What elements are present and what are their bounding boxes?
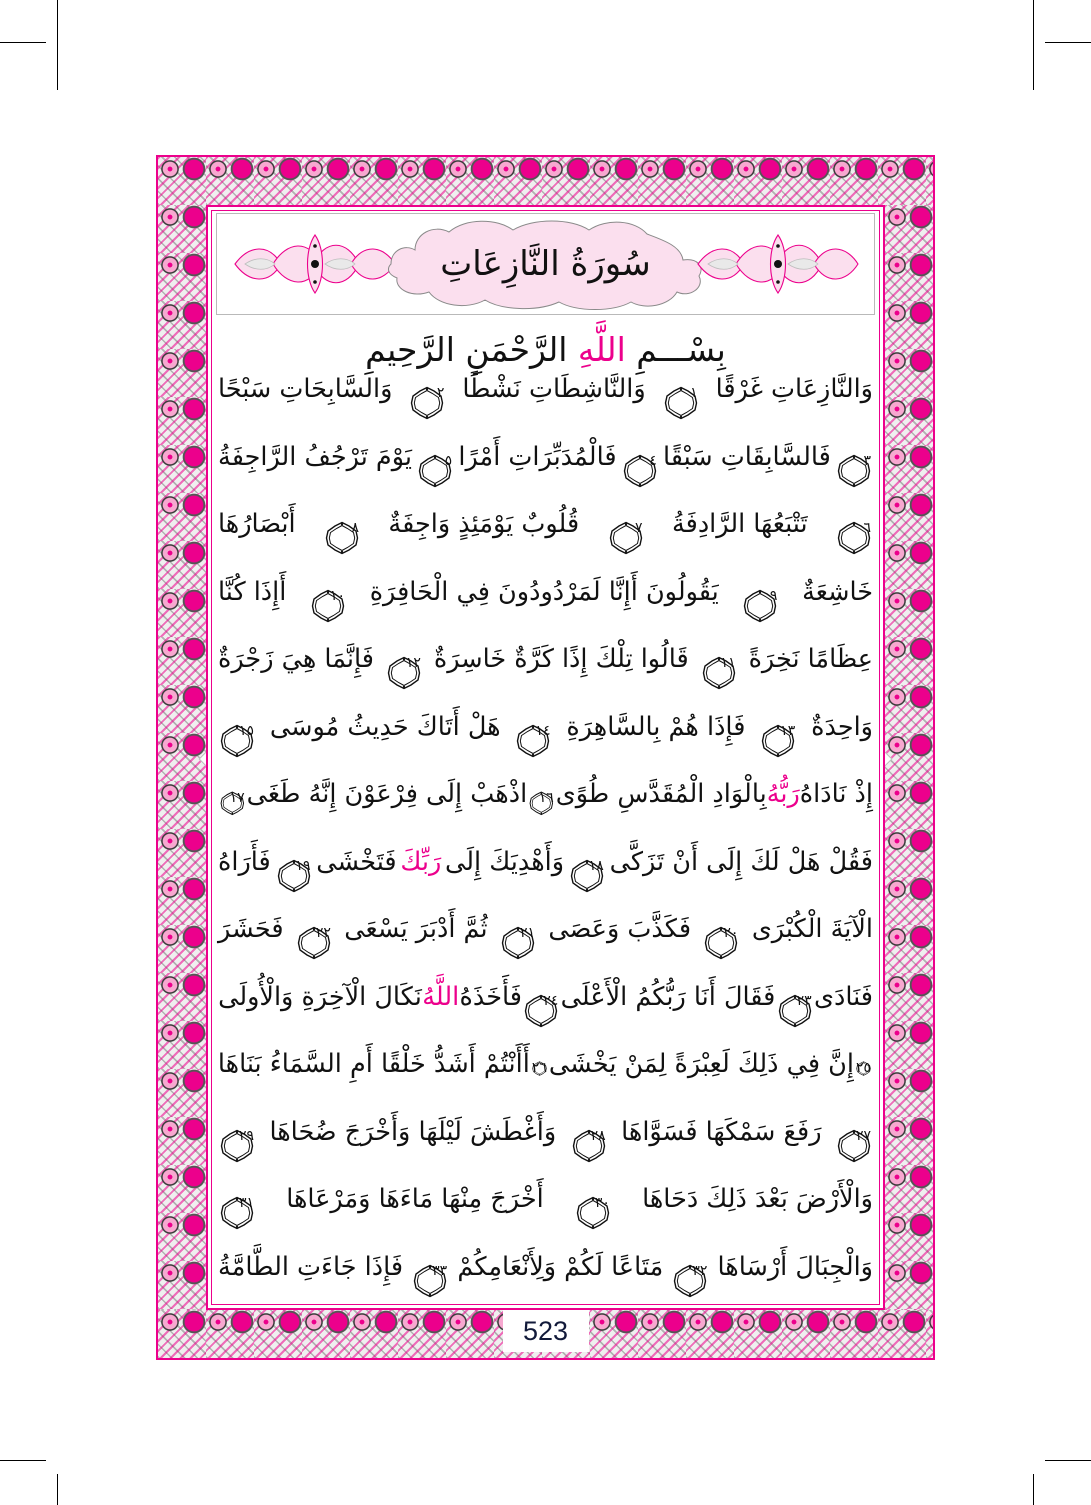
ayah-number-marker[interactable] [311, 589, 345, 623]
ayah-number-text: ١٧ [229, 790, 245, 807]
ayah-line [218, 1116, 873, 1163]
surah-title-cartouche [381, 216, 711, 312]
ayah-number-marker[interactable] [743, 589, 777, 623]
ayah-number-text: ٥ [444, 452, 453, 469]
quran-text-segment: وَأَغْطَشَ لَيْلَهَا وَأَخْرَجَ ضُحَاهَا [269, 1116, 557, 1147]
ayah-line [218, 1051, 873, 1095]
divine-name-highlight: اللَّهُ [422, 981, 460, 1012]
ayah-number-marker[interactable] [664, 386, 698, 420]
ayah-number-marker[interactable] [418, 454, 452, 488]
ayah-number-text: ٩ [769, 587, 778, 604]
ayah-number-marker[interactable] [576, 1196, 610, 1230]
ayah-number-marker[interactable] [220, 1196, 254, 1230]
ayah-number-marker[interactable] [220, 724, 254, 758]
crop-mark-top-left-horizontal [0, 42, 46, 43]
bismillah-line [214, 321, 877, 374]
ayah-number-text: ١٩ [295, 857, 311, 874]
ayah-number-text: ٢٨ [590, 1127, 606, 1144]
quran-page-frame [156, 155, 935, 1360]
quran-text-segment: أَبْصَارُهَا [218, 509, 296, 540]
ayah-number-marker[interactable] [532, 1061, 547, 1095]
ayah-line [218, 916, 873, 960]
ayah-number-marker[interactable] [529, 791, 554, 825]
quran-text-segment: وَالْجِبَالَ أَرْسَاهَا [717, 1251, 873, 1282]
ayah-number-marker[interactable] [516, 724, 550, 758]
ayah-number-text: ٢٠ [723, 925, 739, 942]
ayah-number-text: ٢٩ [238, 1127, 254, 1144]
ayah-number-marker[interactable] [609, 521, 643, 555]
crop-mark-bottom-left-horizontal [0, 1460, 46, 1461]
page-number: 523 [503, 1310, 589, 1352]
ornamental-border-right [885, 205, 933, 1310]
ayah-number-marker[interactable] [623, 454, 657, 488]
quran-text-segment: إِذْ نَادَاهُ [799, 779, 873, 810]
ayah-number-text: ٢٤ [543, 992, 559, 1009]
quran-text-segment: قُلُوبٌ يَوْمَئِذٍ وَاجِفَةٌ [388, 509, 580, 540]
quran-text-segment: أَإِذَا كُنَّا [218, 576, 287, 607]
ayah-line [218, 376, 873, 420]
quran-text-segment: فَكَذَّبَ وَعَصَى [548, 914, 692, 945]
ayah-number-marker[interactable] [837, 454, 871, 488]
quran-text-segment: يَقُولُونَ أَإِنَّا لَمَرْدُودُونَ فِي الْحَافِرَةِ [369, 576, 719, 607]
crop-mark-top-right-vertical [1033, 0, 1034, 90]
bismillah-suffix: الرَّحْمَنِ الرَّحِيمِ [365, 330, 578, 369]
quran-text-body [214, 374, 877, 1302]
quran-text-segment: وَالْأَرْضَ بَعْدَ ذَلِكَ دَحَاهَا [642, 1184, 873, 1215]
ayah-number-text: ١٤ [535, 722, 551, 739]
ayah-number-marker[interactable] [572, 1129, 606, 1163]
quran-text-segment: فَإِنَّمَا هِيَ زَجْرَةٌ [218, 644, 374, 675]
quran-text-segment: فَأَرَاهُ [218, 846, 271, 877]
crop-mark-bottom-right-vertical [1033, 1474, 1034, 1505]
ayah-number-text: ١١ [720, 655, 736, 672]
ayah-line [218, 576, 873, 623]
ayah-number-text: ٣١ [238, 1195, 255, 1212]
quran-text-segment: فَالْمُدَبِّرَاتِ أَمْرًا [458, 441, 617, 472]
ayah-line [218, 511, 873, 555]
ayah-number-text: ٢١ [519, 925, 535, 942]
ayah-number-text: ٢٢ [315, 925, 331, 942]
ayah-number-marker[interactable] [673, 1264, 707, 1298]
quran-text-segment: فَقَالَ أَنَا رَبُّكُمُ الْأَعْلَى [560, 981, 776, 1012]
bismillah-prefix: بِسْـــمِ [625, 330, 726, 369]
quran-text-segment: اذْهَبْ إِلَى فِرْعَوْنَ إِنَّهُ طَغَى [246, 779, 528, 810]
ayah-number-marker[interactable] [778, 994, 812, 1028]
quran-text-segment: عِظَامًا نَخِرَةً [748, 644, 873, 675]
quran-text-segment: فَنَادَى [814, 981, 873, 1012]
ornamental-border-top [158, 157, 933, 205]
quran-text-segment: فَأَخَذَهُ [459, 981, 522, 1012]
ayah-number-text: ٨ [351, 520, 360, 537]
ayah-number-text: ٢٥ [855, 1060, 871, 1077]
ayah-number-marker[interactable] [856, 1061, 871, 1095]
ayah-number-marker[interactable] [325, 521, 359, 555]
surah-title-text: سُورَةُ النَّازِعَاتِ [440, 244, 651, 284]
bismillah-divine-name: اللَّهِ [577, 330, 626, 369]
ayah-number-text: ١ [690, 385, 698, 402]
quran-text-segment: نَكَالَ الْآخِرَةِ وَالْأُولَى [218, 981, 422, 1012]
arabesque-ornament-left-icon [229, 233, 399, 295]
ayah-number-text: ١٥ [238, 722, 254, 739]
ayah-line [218, 981, 873, 1028]
quran-text-segment: تَتْبَعُهَا الرَّادِفَةُ [671, 509, 808, 540]
ayah-line [218, 441, 873, 488]
quran-text-segment: وَالنَّاشِطَاتِ نَشْطًا [462, 374, 646, 405]
ayah-number-marker[interactable] [220, 791, 245, 825]
ayah-number-marker[interactable] [702, 656, 736, 690]
quran-text-segment: وَأَهْدِيَكَ إِلَى [445, 846, 565, 877]
quran-text-segment: خَاشِعَةٌ [802, 576, 873, 607]
ayah-number-text: ٢٦ [531, 1060, 547, 1077]
crop-mark-bottom-left-vertical [57, 1474, 58, 1505]
quran-text-segment: الْآيَةَ الْكُبْرَى [751, 914, 873, 945]
quran-text-segment: قَالُوا تِلْكَ إِذًا كَرَّةٌ خَاسِرَةٌ [433, 644, 689, 675]
ayah-number-text: ٧ [635, 520, 643, 537]
ayah-number-text: ١٢ [405, 655, 421, 672]
quran-text-segment: فَتَخْشَى [316, 846, 397, 877]
ayah-number-text: ٦ [863, 520, 871, 537]
ayah-number-text: ٣٠ [594, 1195, 610, 1212]
ayah-number-text: ٣٢ [692, 1262, 708, 1279]
quran-text-segment: وَالسَّابِحَاتِ سَبْحًا [218, 374, 393, 405]
ayah-line [218, 711, 873, 758]
quran-text-segment: بِالْوَادِ الْمُقَدَّسِ طُوًى [555, 779, 767, 810]
ayah-line [218, 781, 873, 825]
ayah-line [218, 846, 873, 893]
ayah-number-text: ٣ [863, 452, 871, 469]
quran-text-segment: ثُمَّ أَدْبَرَ يَسْعَى [344, 914, 488, 945]
quran-text-segment: فَحَشَرَ [218, 914, 284, 945]
ayah-number-marker[interactable] [297, 926, 331, 960]
ayah-number-text: ٢ [436, 385, 445, 402]
ayah-number-text: ٣٣ [432, 1262, 448, 1279]
quran-text-segment: فَإِذَا جَاءَتِ الطَّامَّةُ [218, 1251, 404, 1282]
ayah-number-marker[interactable] [387, 656, 421, 690]
ayah-number-marker[interactable] [837, 521, 871, 555]
quran-text-segment: رَفَعَ سَمْكَهَا فَسَوَّاهَا [621, 1116, 822, 1147]
crop-mark-top-left-vertical [57, 0, 58, 90]
quran-text-segment: مَتَاعًا لَكُمْ وَلِأَنْعَامِكُمْ [457, 1251, 664, 1282]
quran-text-segment: فَالسَّابِقَاتِ سَبْقًا [662, 441, 831, 472]
crop-mark-top-right-horizontal [1045, 42, 1091, 43]
ayah-number-marker[interactable] [524, 994, 558, 1028]
ayah-number-text: ١٨ [588, 857, 604, 874]
ayah-number-text: ٤ [649, 452, 657, 469]
ayah-number-marker[interactable] [413, 1264, 447, 1298]
ayah-number-marker[interactable] [220, 1129, 254, 1163]
ayah-line [218, 1251, 873, 1298]
ayah-number-marker[interactable] [277, 859, 311, 893]
ayah-number-marker[interactable] [704, 926, 738, 960]
ayah-number-marker[interactable] [570, 859, 604, 893]
ayah-line [218, 1186, 873, 1230]
quran-text-segment: أَخْرَجَ مِنْهَا مَاءَهَا وَمَرْعَاهَا [286, 1184, 544, 1215]
quran-text-segment: يَوْمَ تَرْجُفُ الرَّاجِفَةُ [218, 441, 412, 472]
ayah-number-text: ٢٧ [855, 1127, 871, 1144]
ayah-number-marker[interactable] [761, 724, 795, 758]
surah-title-band [216, 213, 875, 315]
quran-text-segment: وَالنَّازِعَاتِ غَرْقًا [715, 374, 873, 405]
ayah-number-marker[interactable] [410, 386, 444, 420]
ayah-line [218, 646, 873, 690]
quran-text-segment: وَاحِدَةٌ [811, 711, 873, 742]
divine-name-highlight: رَبُّهُ [766, 779, 800, 810]
quran-text-segment: فَقُلْ هَلْ لَكَ إِلَى أَنْ تَزَكَّى [609, 846, 873, 877]
page-content [214, 213, 877, 1302]
ayah-number-text: ٢٣ [796, 992, 812, 1009]
quran-text-segment: فَإِذَا هُمْ بِالسَّاهِرَةِ [566, 711, 746, 742]
crop-mark-bottom-right-horizontal [1045, 1460, 1091, 1461]
ayah-number-text: ١٣ [780, 722, 796, 739]
arabesque-ornament-right-icon [692, 233, 862, 295]
ayah-number-marker[interactable] [837, 1129, 871, 1163]
ayah-number-marker[interactable] [501, 926, 535, 960]
ayah-number-text: ١٠ [329, 587, 346, 604]
quran-text-segment: هَلْ أَتَاكَ حَدِيثُ مُوسَى [269, 711, 501, 742]
quran-text-segment: أَأَنْتُمْ أَشَدُّ خَلْقًا أَمِ السَّمَاءُ بَنَاهَا [217, 1049, 530, 1080]
ayah-number-text: ١٦ [538, 790, 554, 807]
divine-name-highlight: رَبِّكَ [400, 846, 442, 877]
quran-text-segment: إِنَّ فِي ذَلِكَ لَعِبْرَةً لِمَنْ يَخْشَى [548, 1049, 854, 1080]
